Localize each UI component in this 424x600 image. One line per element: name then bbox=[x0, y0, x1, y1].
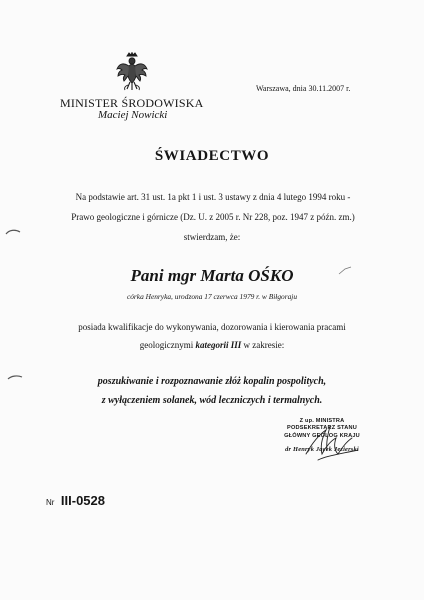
scan-mark-icon bbox=[5, 228, 21, 236]
qualification-category: kategorii III bbox=[195, 340, 242, 350]
minister-title: MINISTER ŚRODOWISKA bbox=[60, 96, 204, 110]
stamp-line-3: GŁÓWNY GEOLOG KRAJU bbox=[284, 433, 360, 439]
scope-line-1: poszukiwanie i rozpoznawanie złóż kopalin pospolitych, bbox=[97, 376, 327, 387]
qualification-line-2-pre: geologicznymi bbox=[139, 340, 194, 350]
handwritten-signature-icon bbox=[300, 420, 380, 470]
number-value: III-0528 bbox=[60, 493, 105, 508]
number-label: Nr bbox=[46, 498, 55, 507]
document-title: ŚWIADECTWO bbox=[154, 148, 270, 164]
statement-intro: stwierdzam, że: bbox=[183, 232, 241, 242]
minister-name: Maciej Nowicki bbox=[98, 109, 168, 121]
stamp-line-2: PODSEKRETARZ STANU bbox=[287, 425, 357, 431]
recipient-details: córka Henryka, urodzona 17 czerwca 1979 r. w Biłgoraju bbox=[126, 292, 298, 301]
legal-basis-line-1: Na podstawie art. 31 ust. 1a pkt 1 i ust. 3 ustawy z dnia 4 lutego 1994 roku - bbox=[75, 192, 351, 202]
qualification-line-1: posiada kwalifikacje do wykonywania, dozorowania i kierowania pracami bbox=[78, 322, 346, 332]
scope-line-2: z wyłączeniem solanek, wód leczniczych i termalnych. bbox=[101, 395, 323, 406]
stamp-signatory: dr Henryk Jacek Jezierski bbox=[285, 446, 359, 453]
place-and-date: Warszawa, dnia 30.11.2007 r. bbox=[256, 84, 351, 93]
polish-eagle-emblem-icon bbox=[115, 52, 149, 92]
qualification-line-2 bbox=[0, 340, 424, 350]
legal-basis-line-2: Prawo geologiczne i górnicze (Dz. U. z 2005 r. Nr 228, poz. 1947 z późn. zm.) bbox=[71, 212, 355, 222]
pen-mark-icon bbox=[338, 266, 352, 276]
certificate-number bbox=[46, 492, 105, 510]
qualification-line-2-post: w zakresie: bbox=[243, 340, 285, 350]
recipient-name: Pani mgr Marta OŚKO bbox=[130, 266, 294, 285]
scan-mark-icon bbox=[7, 374, 23, 382]
stamp-line-1: Z up. MINISTRA bbox=[299, 418, 345, 424]
